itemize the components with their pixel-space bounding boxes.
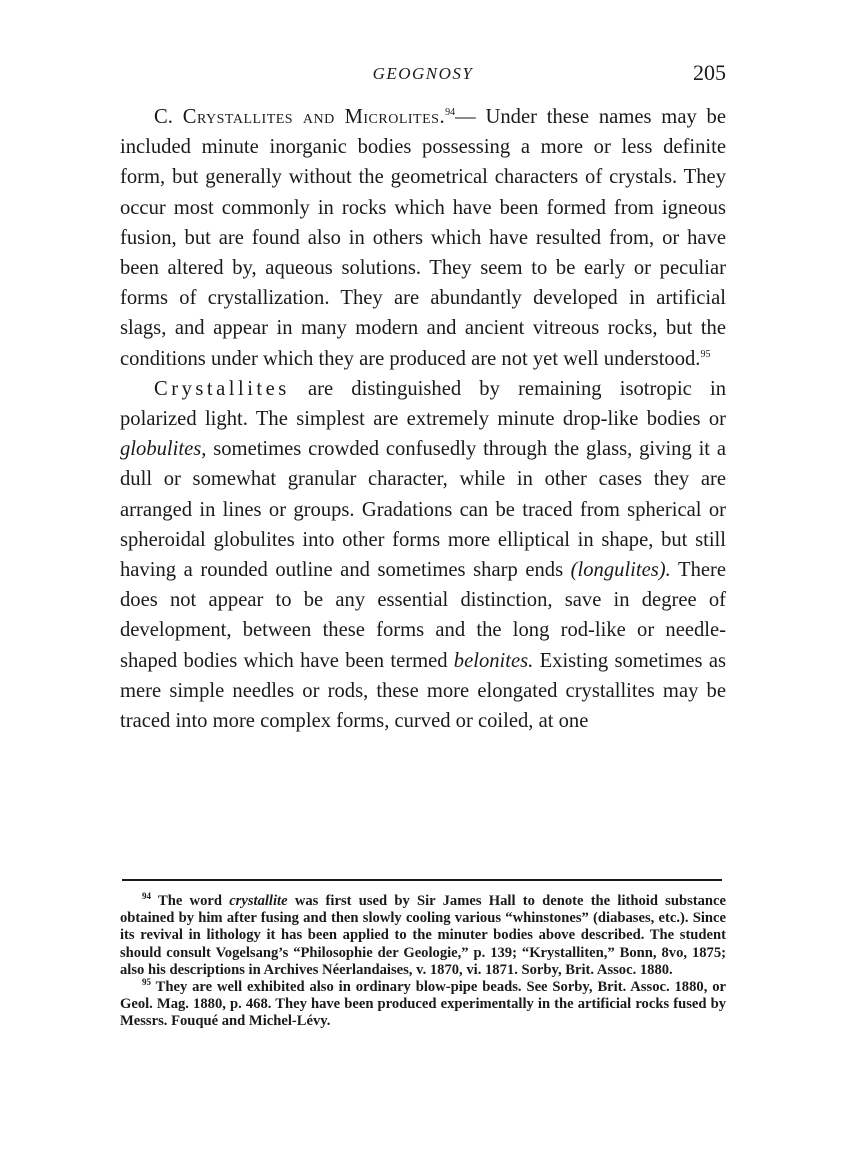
footnotes	[120, 893, 726, 1031]
term-longulites: (longulites).	[570, 559, 671, 582]
section-heading-microlites: Microlites.	[344, 106, 446, 128]
footnote-divider	[122, 879, 722, 881]
body-text	[120, 102, 726, 736]
page-number: 205	[693, 60, 726, 85]
paragraph-crystallites-microlites	[120, 102, 726, 374]
footnote-mark: 95	[142, 977, 151, 988]
paragraph-text: are distinguished by remaining isotropic in polarized light. The simplest are extremely minute drop-like bodies or	[120, 377, 726, 431]
spaced-term-crystallites: Crystallites	[154, 377, 290, 400]
footnote-mark: 94	[142, 891, 151, 902]
footnote-term: crystallite	[229, 893, 288, 909]
paragraph-text: Existing sometimes as mere simple needles or rods, these more elongated crystallites may be traced into more complex forms, curved or coiled, at one	[120, 649, 726, 733]
footnote-94	[120, 893, 726, 979]
paragraph-text: There does not appear to be any essential distinction, save in degree of development, between these forms and the long rod-like or needle-shaped bodies which have been termed	[120, 559, 726, 672]
paragraph-text: — Under these names may be included minute inorganic bodies possessing a more or less definite form, but generally without the geometrical characters of crystals. They occur most commonly in rocks which have been formed from igneous fusion, but are found also in others which have resulted from, or have been altered by, aqueous solutions. They seem to be early or peculiar forms of crystallization. They are abundantly developed in artificial slags, and appear in many modern and ancient vitreous rocks, but the conditions under which they are produced are not yet well understood.	[120, 106, 726, 370]
footnote-text: They are well exhibited also in ordinary blow-pipe beads. See Sorby, Brit. Assoc. 1880, or Geol. Mag. 1880, p. 468. They have been produced experimentally in the artificial rocks fused by Messrs. Fouqué and Michel-Lévy.	[120, 979, 726, 1030]
term-globulites: globulites,	[120, 438, 207, 461]
footnote-text: The word	[157, 893, 222, 909]
footnote-95	[120, 979, 726, 1031]
footnote-ref-94: 94	[445, 107, 456, 119]
section-heading-and: and	[302, 106, 335, 128]
paragraph-text: sometimes crowded confusedly through the glass, giving it a dull or somewhat granular character, while in other cases they are arranged in lines or groups. Gradations can be traced from spherical or spheroidal globulites into other forms more elliptical in shape, but still having a rounded outline and sometimes sharp ends	[120, 438, 727, 582]
section-letter: C.	[154, 106, 173, 128]
term-belonites: belonites.	[453, 649, 534, 672]
running-head-title: GEOGNOSY	[372, 64, 474, 83]
paragraph-crystallites	[120, 374, 726, 736]
section-heading-crystallites: Crystallites	[182, 106, 294, 128]
footnote-text: was first used by Sir James Hall to denote the lithoid substance obtained by him after fusing and then slowly cooling various “whinstones” (diabases, etc.). Since its revival in lithology it has been applied to the minuter bodies above described. The student should consult Vogelsang’s “Philosophie der Geologie,” p. 139; “Krystalliten,” Bonn, 8vo, 1875; also his descriptions in Archives Néerlandaises, v. 1870, vi. 1871. Sorby, Brit. Assoc. 1880.	[120, 893, 726, 978]
running-head	[120, 60, 726, 90]
footnote-ref-95: 95	[700, 348, 711, 360]
